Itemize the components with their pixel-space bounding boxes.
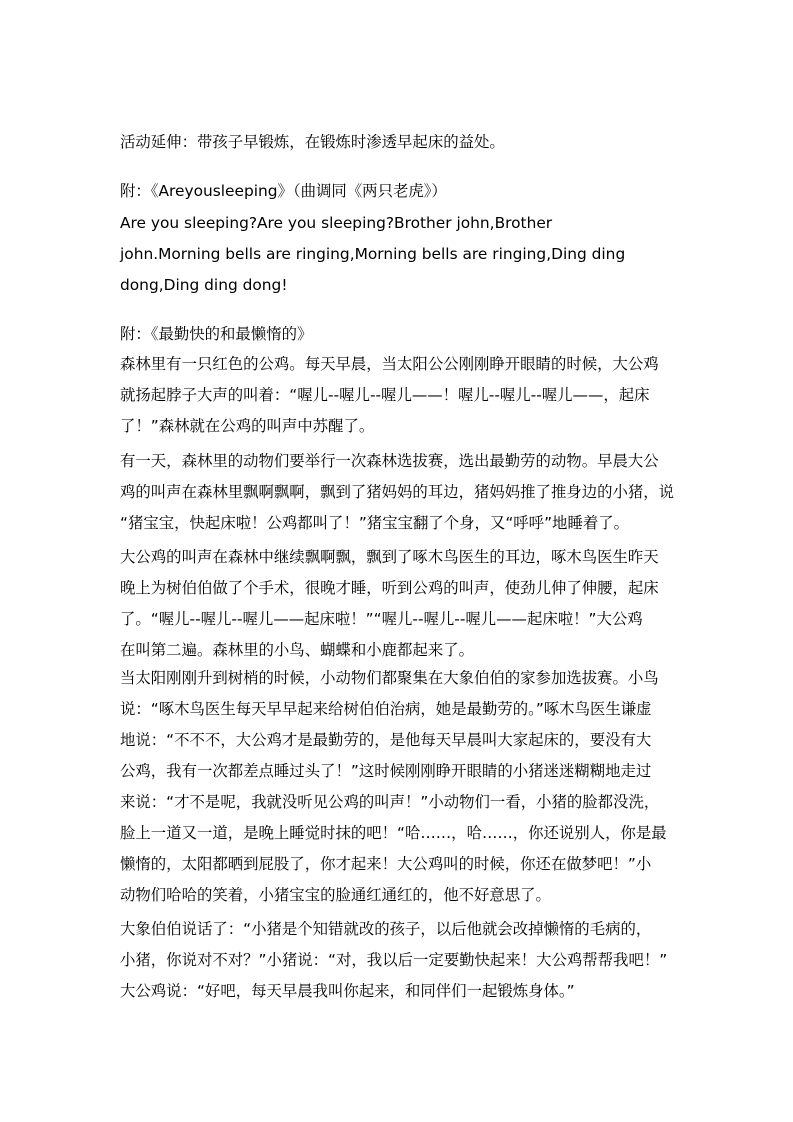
story-line: 小猪，你说对不对？”小猪说：“对，我以后一定要勤快起来！大公鸡帮帮我吧！” [120,951,668,969]
song-lyrics-line: Are you sleeping?Are you sleeping?Brother john,Brother [120,214,553,232]
story-line: 就扬起脖子大声的叫着：“喔儿--喔儿--喔儿——！喔儿--喔儿--喔儿——，起床 [120,386,650,404]
story-line: 来说：“才不是呢，我就没听见公鸡的叫声！”小动物们一看，小猪的脸都没洗， [120,793,660,811]
story-line: 了。“喔儿--喔儿--喔儿——起床啦！”“喔儿--喔儿--喔儿——起床啦！”大公鸡 [120,610,643,628]
story-paragraph-4 [120,663,680,911]
story-line: 大公鸡的叫声在森林中继续飘啊飘，飘到了啄木鸟医生的耳边，啄木鸟医生昨天 [120,548,659,566]
song-lyrics-line: john.Morning bells are ringing,Morning bells are ringing,Ding ding [120,245,626,263]
story-line: 在叫第二遍。森林里的小鸟、蝴蝶和小鹿都起来了。 [120,641,474,659]
story-line: 脸上一道又一道，是晚上睡觉时抹的吧！“哈……，哈……，你还说别人，你是最 [120,824,667,842]
story-line: 懒惰的，太阳都晒到屁股了，你才起来！大公鸡叫的时候，你还在做梦吧！”小 [120,855,652,873]
story-line: 晚上为树伯伯做了个手术，很晚才睡，听到公鸡的叫声，使劲儿伸了伸腰，起床 [120,579,659,597]
story-paragraph-5 [120,914,680,1007]
story-paragraph-3 [120,542,680,666]
song-lyrics [120,208,680,301]
story-line: 地说：“不不不，大公鸡才是最勤劳的，是他每天早晨叫大家起床的，要没有大 [120,731,652,749]
story-line: 了！”森林就在公鸡的叫声中苏醒了。 [120,417,375,435]
story-line: “猪宝宝，快起床啦！公鸡都叫了！”猪宝宝翻了个身，又“呼呼”地睡着了。 [120,514,630,532]
story-paragraph-1 [120,349,680,442]
story-appendix-title: 附：《最勤快的和最懒惰的》 [120,325,313,343]
story-line: 森林里有一只红色的公鸡。每天早晨，当太阳公公刚刚睁开眼睛的时候，大公鸡 [120,355,659,373]
story-line: 当太阳刚刚升到树梢的时候，小动物们都聚集在大象伯伯的家参加选拔赛。小鸟 [120,669,659,687]
story-paragraph-2 [120,446,680,539]
story-line: 有一天，森林里的动物们要举行一次森林选拔赛，选出最勤劳的动物。早晨大公 [120,452,659,470]
story-line: 大公鸡说：“好吧，每天早晨我叫你起来，和同伴们一起锻炼身体。” [120,982,575,1000]
story-line: 大象伯伯说话了：“小猪是个知错就改的孩子，以后他就会改掉懒惰的毛病的， [120,920,652,938]
song-lyrics-line: dong,Ding ding dong! [120,276,288,294]
activity-extension-text: 活动延伸：带孩子早锻炼，在锻炼时渗透早起床的益处。 [120,133,505,151]
story-line: 鸡的叫声在森林里飘啊飘啊，飘到了猪妈妈的耳边，猪妈妈推了推身边的小猪，说 [120,483,675,501]
song-appendix-title: 附：《Areyousleeping》（曲调同《两只老虎》） [120,182,447,200]
story-line: 说：“啄木鸟医生每天早早起来给树伯伯治病，她是最勤劳的。”啄木鸟医生谦虚 [120,700,652,718]
story-line: 公鸡，我有一次都差点睡过头了！”这时候刚刚睁开眼睛的小猪迷迷糊糊地走过 [120,762,652,780]
story-line: 动物们哈哈的笑着，小猪宝宝的脸通红通红的，他不好意思了。 [120,886,551,904]
